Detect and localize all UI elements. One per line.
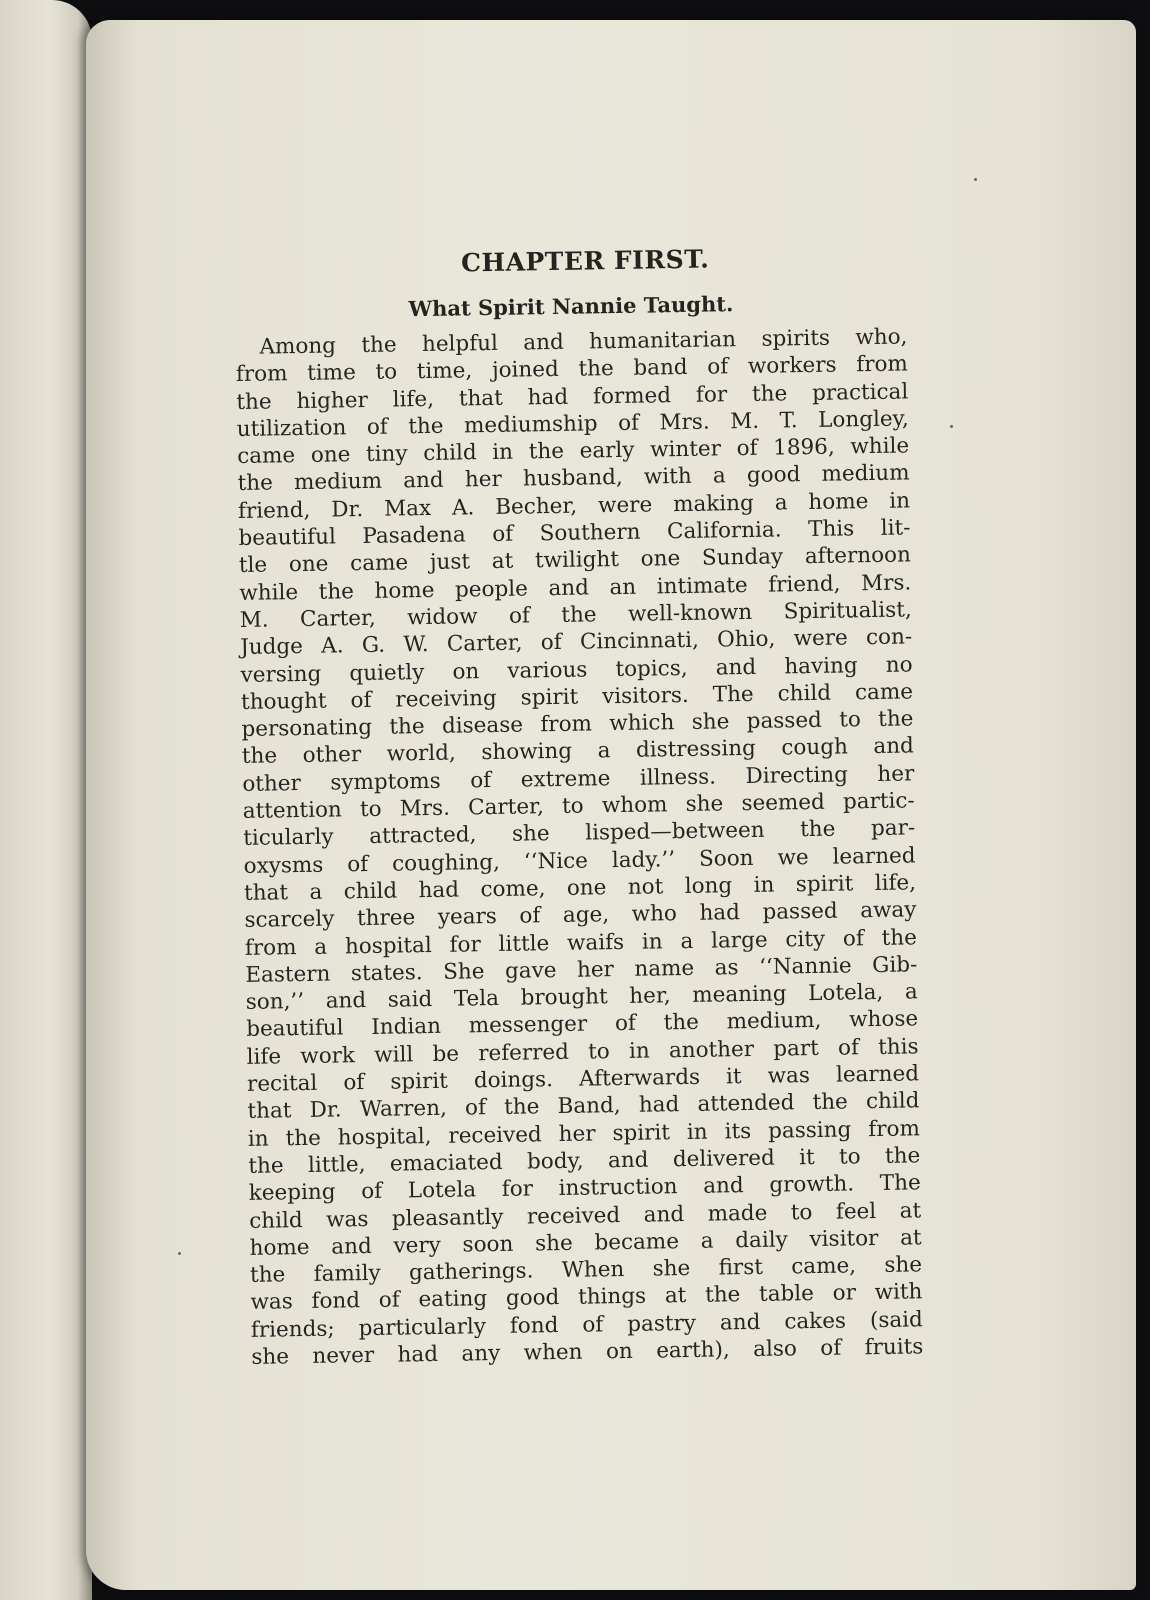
text-line: Among the helpful and humanitarian spirits who,	[259, 324, 908, 360]
text-line: the little, emaciated body, and delivered it to the	[248, 1143, 921, 1179]
text-line: keeping of Lotela for instruction and growth. The	[248, 1170, 921, 1207]
chapter-subtitle: What Spirit Nannie Taught.	[408, 291, 734, 322]
text-line: versing quietly on various topics, and having no	[240, 651, 913, 688]
text-line: oxysms of coughing, ‘‘Nice lady.’’ Soon we learned	[243, 843, 916, 879]
chapter-title: CHAPTER FIRST.	[460, 244, 710, 278]
text-line: ticularly attracted, she lisped—between the par-	[243, 815, 916, 852]
text-line: the medium and her husband, with a good medium	[237, 460, 910, 497]
text-line: that Dr. Warren, of the Band, had attended the child	[247, 1088, 920, 1125]
text-line: recital of spirit doings. Afterwards it was learned	[246, 1061, 920, 1097]
text-line: beautiful Pasadena of Southern California. This lit-	[238, 515, 911, 552]
text-line: she never had any when on earth), also of fruits	[251, 1334, 924, 1370]
text-line: friends; particularly fond of pastry and cakes (said	[250, 1307, 924, 1343]
text-line: home and very soon she became a daily visitor at	[249, 1225, 922, 1261]
text-line: in the hospital, received her spirit in its passing from	[247, 1115, 921, 1152]
page-text-block	[234, 241, 923, 1371]
text-line: from a hospital for little waifs in a large city of the	[244, 924, 918, 961]
text-line: life work will be referred to in another part of this	[246, 1034, 919, 1070]
text-line: Eastern states. She gave her name as ‘‘Nannie Gib-	[245, 952, 918, 988]
text-line: tle one came just at twilight one Sunday afternoon	[238, 542, 912, 579]
left-page-edge	[0, 0, 92, 1600]
text-line: utilization of the mediumship of Mrs. M. T. Longley,	[236, 406, 909, 442]
text-line: the family gatherings. When she first came, she	[249, 1252, 923, 1288]
text-line: from time to time, joined the band of workers from	[235, 351, 909, 388]
text-line: other symptoms of extreme illness. Directing her	[242, 761, 915, 797]
text-line: was fond of eating good things at the table or with	[250, 1279, 923, 1316]
text-line: the higher life, that had formed for the practical	[236, 379, 909, 415]
body-paragraph	[235, 323, 923, 1371]
text-line: attention to Mrs. Carter, to whom she seemed partic-	[242, 788, 915, 824]
text-line: personating the disease from which she passed to the	[241, 706, 914, 743]
paper-speck	[974, 178, 977, 181]
paper-speck	[950, 425, 953, 428]
text-line: beautiful Indian messenger of the medium, whose	[246, 1006, 919, 1043]
text-line: that a child had come, one not long in spirit life,	[243, 870, 917, 906]
text-line: child was pleasantly received and made to feel at	[249, 1197, 922, 1234]
text-line: came one tiny child in the early winter of 1896, while	[237, 433, 910, 470]
text-line: Judge A. G. W. Carter, of Cincinnati, Ohio, were con-	[240, 624, 913, 661]
text-line: friend, Dr. Max A. Becher, were making a home in	[237, 488, 911, 524]
paper-speck	[178, 1252, 181, 1255]
text-line: thought of receiving spirit visitors. The child came	[240, 679, 914, 715]
text-line: M. Carter, widow of the well-known Spiritualist,	[239, 597, 912, 633]
text-line: scarcely three years of age, who had passed away	[244, 897, 917, 934]
text-line: the other world, showing a distressing cough and	[241, 733, 915, 770]
text-line: son,’’ and said Tela brought her, meaning Lotela, a	[245, 979, 918, 1016]
text-line: while the home people and an intimate friend, Mrs.	[239, 570, 912, 606]
